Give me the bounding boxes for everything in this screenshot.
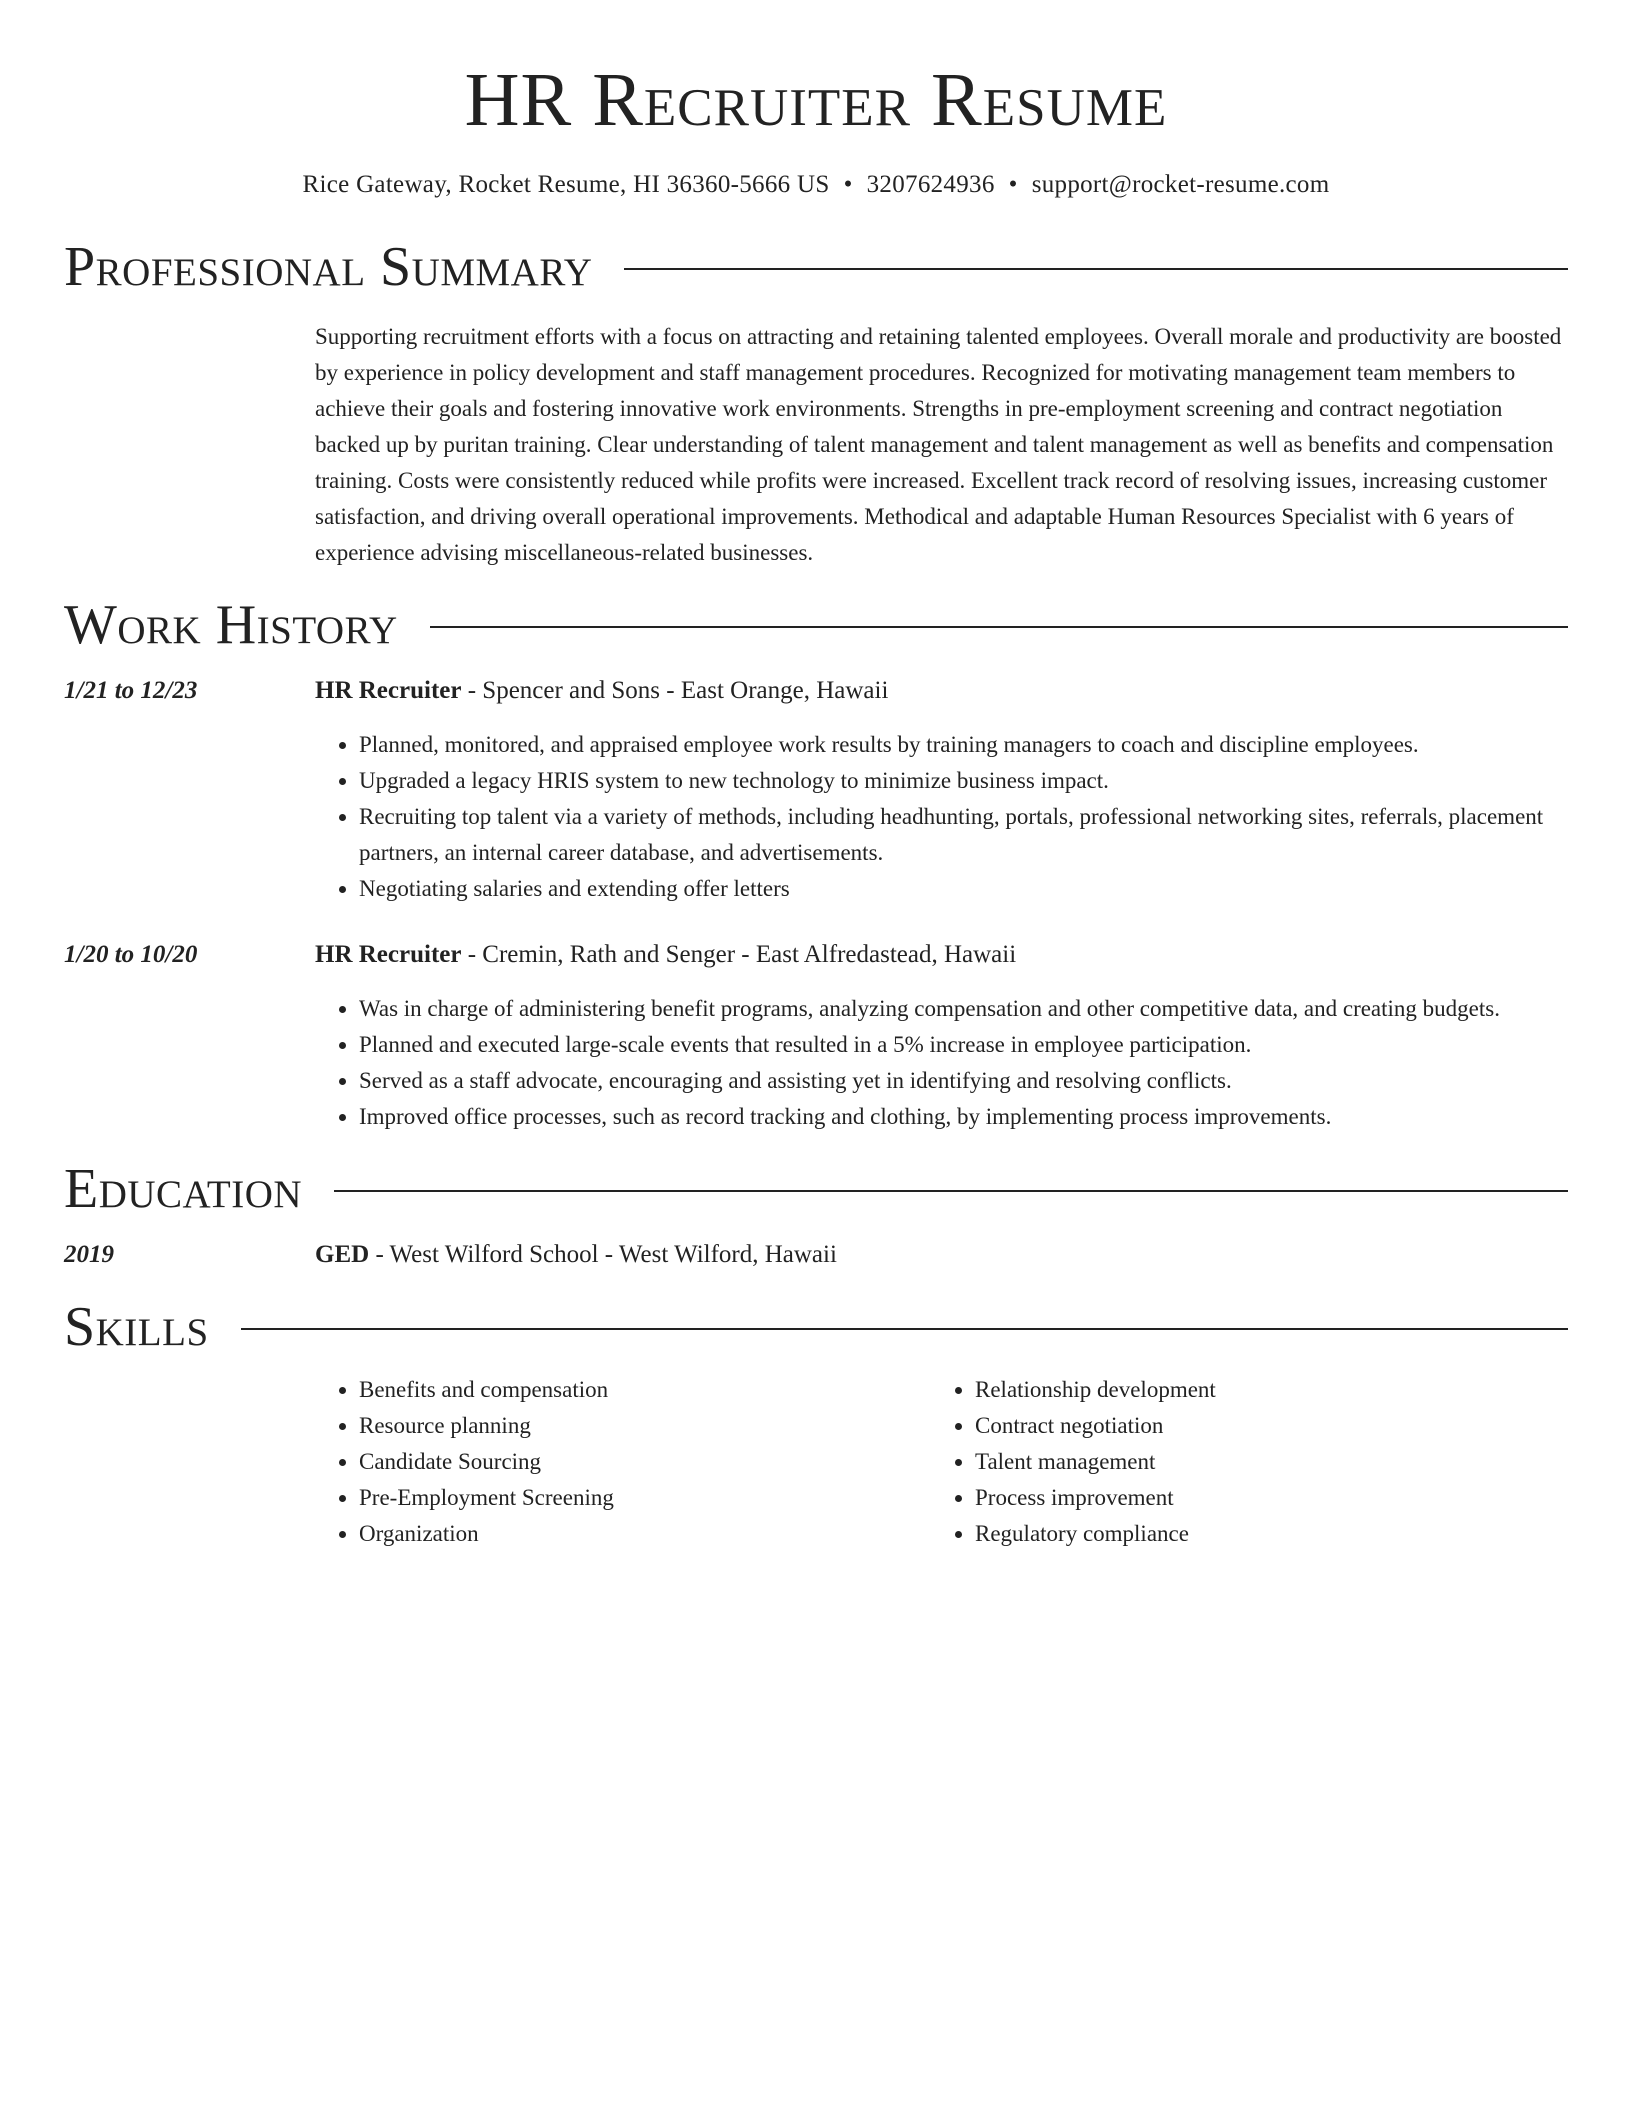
skill-item: • Organization — [359, 1516, 931, 1552]
resume-page — [64, 0, 1568, 1552]
skills-column-left — [315, 1372, 931, 1552]
section-divider — [334, 1190, 1568, 1192]
contact-line — [64, 172, 1568, 197]
section-divider — [624, 268, 1568, 270]
skill-item: • Process improvement — [975, 1480, 1547, 1516]
job-header — [64, 673, 1568, 709]
list-item: • Improved office processes, such as record tracking and clothing, by implementing process improvements. — [359, 1099, 1568, 1135]
resume-title: HR Recruiter Resume — [464, 58, 1168, 142]
skill-item: • Resource planning — [359, 1408, 931, 1444]
skill-item: • Relationship development — [975, 1372, 1547, 1408]
list-item: • Upgraded a legacy HRIS system to new technology to minimize business impact. — [359, 763, 1568, 799]
section-title-education: Education — [64, 1158, 303, 1220]
education-entry — [64, 1237, 1568, 1273]
job-title-line — [315, 673, 888, 709]
skill-item: • Contract negotiation — [975, 1408, 1547, 1444]
job-entry — [64, 937, 1568, 1135]
job-details: - Spencer and Sons - East Orange, Hawaii — [461, 677, 889, 704]
job-role: HR Recruiter — [315, 677, 462, 704]
job-dates: 1/20 to 10/20 — [64, 941, 198, 968]
list-item: • Planned and executed large-scale events that resulted in a 5% increase in employee participation. — [359, 1027, 1568, 1063]
job-title-line — [315, 937, 1016, 973]
contact-email: support@rocket-resume.com — [1031, 171, 1330, 198]
list-item: • Served as a staff advocate, encouraging and assisting yet in identifying and resolving conflicts. — [359, 1063, 1568, 1099]
job-bullets — [315, 727, 1568, 907]
list-item: • Recruiting top talent via a variety of methods, including headhunting, portals, professional networking sites, referrals, placement partners, an internal career database, and advertisements. — [359, 799, 1568, 871]
job-details: - Cremin, Rath and Senger - East Alfredastead, Hawaii — [461, 941, 1017, 968]
skills-list — [315, 1372, 1568, 1552]
contact-separator: • — [843, 171, 853, 198]
list-item: • Negotiating salaries and extending offer letters — [359, 871, 1568, 907]
contact-address: Rice Gateway, Rocket Resume, HI 36360-5666 US — [302, 171, 830, 198]
job-entry — [64, 673, 1568, 907]
section-title-skills: Skills — [64, 1296, 209, 1358]
education-details: - West Wilford School - West Wilford, Hawaii — [369, 1241, 837, 1268]
job-header — [64, 937, 1568, 973]
education-degree: GED — [315, 1241, 370, 1268]
work-section-header — [64, 594, 1568, 656]
contact-phone: 3207624936 — [866, 171, 995, 198]
section-title-summary: Professional Summary — [64, 236, 593, 298]
list-item: • Was in charge of administering benefit programs, analyzing compensation and other competitive data, and creating budgets. — [359, 991, 1568, 1027]
summary-text: Supporting recruitment efforts with a focus on attracting and retaining talented employees. Overall morale and productivity are boosted by experience in policy development and staff management procedures. Recognized for motivating management team members to achieve their goals and fostering innovative work environments. Strengths in pre-employment screening and contract negotiation backed up by puritan training. Clear understanding of talent management and talent management as well as benefits and compensation training. Costs were consistently reduced while profits were increased. Excellent track record of resolving issues, increasing customer satisfaction, and driving overall operational improvements. Methodical and adaptable Human Resources Specialist with 6 years of experience advising miscellaneous-related businesses. — [315, 324, 1562, 565]
skill-item: • Candidate Sourcing — [359, 1444, 931, 1480]
section-title-work-history: Work History — [64, 594, 398, 656]
skill-item: • Benefits and compensation — [359, 1372, 931, 1408]
contact-separator: • — [1008, 171, 1018, 198]
section-divider — [430, 626, 1568, 628]
education-section-header — [64, 1158, 1568, 1220]
skills-column-right — [931, 1372, 1547, 1552]
job-role: HR Recruiter — [315, 941, 462, 968]
summary-section-header — [64, 236, 1568, 298]
job-bullets — [315, 991, 1568, 1135]
education-line — [315, 1237, 837, 1273]
skill-item: • Regulatory compliance — [975, 1516, 1547, 1552]
skills-section-header — [64, 1296, 1568, 1358]
skill-item: • Pre-Employment Screening — [359, 1480, 931, 1516]
job-dates: 1/21 to 12/23 — [64, 677, 198, 704]
skill-item: • Talent management — [975, 1444, 1547, 1480]
list-item: • Planned, monitored, and appraised employee work results by training managers to coach and discipline employees. — [359, 727, 1568, 763]
education-year: 2019 — [64, 1241, 114, 1268]
section-divider — [241, 1328, 1568, 1330]
